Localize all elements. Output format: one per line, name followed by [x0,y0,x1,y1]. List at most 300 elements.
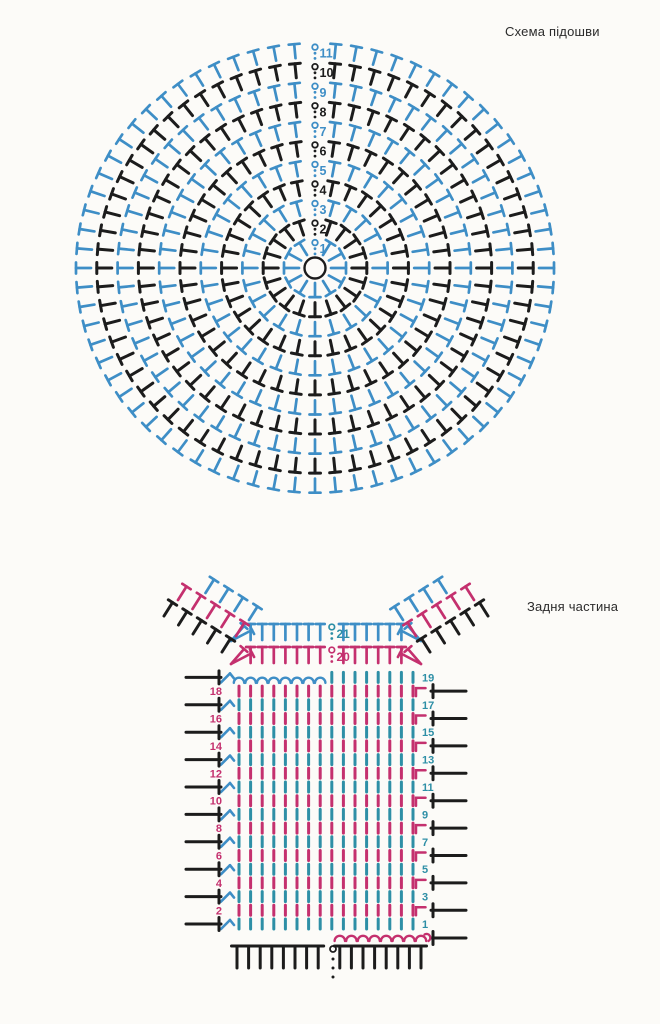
single-crochet-icon [164,409,178,423]
single-crochet-icon [392,246,408,257]
sole-chart [76,44,554,493]
row-7 [221,837,428,849]
round-number: 8 [319,105,327,120]
single-crochet-icon [414,263,429,274]
single-crochet-icon [441,160,456,173]
single-crochet-icon [401,373,414,388]
single-crochet-icon [422,407,435,422]
half-double-crochet-icon [304,647,313,663]
single-crochet-icon [349,356,359,371]
single-crochet-icon [468,318,484,329]
row-5 [221,864,428,876]
single-crochet-icon [272,145,283,160]
single-crochet-icon [139,244,155,255]
single-crochet-icon [291,320,302,335]
wing-stitch-icon [432,602,445,618]
single-crochet-icon [538,243,553,254]
single-crochet-icon [437,190,453,202]
single-crochet-icon [345,336,356,351]
single-crochet-icon [326,301,336,316]
single-crochet-icon [387,296,403,307]
single-crochet-icon [345,288,360,301]
single-crochet-icon [291,201,302,216]
row-20 [231,646,421,664]
single-crochet-icon [539,263,554,274]
chain-arc-icon [393,936,403,941]
single-crochet-icon [424,210,440,221]
single-crochet-icon [444,81,457,96]
round-number: 11 [319,46,333,61]
wing-stitch-icon [447,593,460,609]
turning-chain-icon [416,743,426,751]
single-crochet-icon [371,431,381,446]
single-crochet-icon [179,395,193,409]
chain-arc-icon [335,936,345,941]
single-crochet-icon [260,306,274,320]
row-number-left: 14 [209,740,222,753]
single-crochet-icon [370,320,384,334]
single-crochet-icon [96,357,112,368]
half-double-crochet-icon [362,647,371,663]
single-crochet-icon [476,281,492,292]
single-crochet-icon [142,105,156,119]
row-number-right: 9 [422,809,429,822]
single-crochet-icon [385,116,396,131]
single-crochet-icon [330,458,341,473]
wing-stitch-icon [222,611,235,627]
single-crochet-icon [127,155,143,167]
row-number-left: 16 [209,713,222,726]
single-crochet-icon [531,205,547,216]
chain-arc-icon [280,678,290,683]
single-crochet-icon [368,411,378,426]
single-crochet-icon [269,396,280,411]
single-crochet-icon [473,300,489,311]
chain-loop-icon [312,123,318,129]
row-21 [231,623,421,641]
single-crochet-icon [416,329,431,341]
half-double-crochet-icon [316,624,325,640]
turning-chain-icon [416,880,426,888]
chain-arc-icon [315,678,325,683]
row-number-left: 4 [215,877,222,890]
chain-loop-icon [312,83,318,89]
single-crochet-icon [164,113,178,127]
single-crochet-icon [451,140,466,154]
single-crochet-icon [391,195,406,208]
chain-dot-icon [314,77,317,80]
single-crochet-icon [424,315,440,326]
single-crochet-icon [380,158,393,173]
single-crochet-icon [348,376,359,391]
single-crochet-icon [117,172,133,183]
single-crochet-icon [365,150,376,165]
wing-stitch-icon [432,627,445,643]
single-crochet-icon [310,381,321,395]
row-number-left: 8 [215,823,222,836]
row-12 [210,768,426,780]
single-crochet-icon [499,135,514,148]
single-crochet-icon [231,75,242,90]
wing-stitch-icon [178,584,191,600]
single-crochet-icon [290,360,301,375]
half-double-crochet-icon [374,647,383,663]
single-crochet-icon [496,282,512,293]
single-crochet-icon [129,403,144,416]
single-crochet-icon [245,320,259,334]
single-crochet-icon [370,202,384,216]
single-crochet-icon [290,142,301,157]
single-crochet-icon [329,201,340,216]
chain-dot-icon [330,655,333,658]
wing-stitch-icon [475,600,488,616]
single-crochet-icon [274,336,285,351]
single-crochet-icon [416,387,430,402]
single-crochet-icon [330,478,341,493]
single-crochet-icon [163,225,179,236]
single-crochet-icon [389,425,400,440]
single-crochet-icon [249,431,259,446]
single-crochet-icon [250,390,261,405]
single-crochet-icon [385,405,396,420]
single-crochet-icon [284,263,299,274]
single-crochet-icon [429,375,443,389]
single-crochet-icon [329,142,340,157]
round-number: 5 [319,164,327,178]
wing-stitch-icon [434,577,447,593]
round-number: 4 [319,183,327,198]
single-crochet-icon [141,170,157,182]
chain-dot-icon [314,111,317,114]
single-crochet-icon [477,140,492,153]
half-double-crochet-icon [269,624,278,640]
single-crochet-icon [289,399,300,414]
single-crochet-icon [517,281,532,292]
single-crochet-icon [427,349,442,362]
single-crochet-icon [77,282,92,293]
half-double-crochet-icon [385,624,394,640]
row-8 [216,823,426,835]
single-crochet-icon [387,229,403,240]
turning-chain-icon [416,907,426,915]
single-crochet-icon [310,342,321,356]
single-crochet-icon [461,191,477,202]
chain-arc-icon [292,678,302,683]
single-crochet-icon [413,244,429,255]
single-crochet-icon [437,334,453,346]
single-crochet-icon [195,115,208,130]
single-crochet-icon [160,282,176,293]
single-crochet-icon [269,85,280,100]
row-4 [216,878,426,890]
single-crochet-icon [351,475,362,490]
chain-dot-icon [314,91,317,94]
chain-dot-icon [330,632,333,635]
single-crochet-icon [126,320,142,331]
chain-loop-icon [312,44,318,50]
single-crochet-icon [505,189,521,199]
single-crochet-icon [165,383,180,397]
wing-stitch-icon [405,595,418,611]
single-crochet-icon [264,248,280,259]
single-crochet-icon [224,328,239,341]
chain-dot-icon [330,660,333,663]
round-number: 10 [319,66,334,81]
single-crochet-icon [77,243,92,254]
single-crochet-icon [264,278,280,289]
single-crochet-icon [76,263,91,274]
single-crochet-icon [451,301,467,312]
single-crochet-icon [510,207,526,218]
row-number-right: 11 [422,782,434,794]
wing-stitch-icon [461,609,474,625]
single-crochet-icon [337,225,350,240]
chain-loop-icon [312,162,318,168]
single-crochet-icon [89,186,105,196]
single-crochet-icon [179,126,193,140]
single-crochet-icon [310,420,321,434]
single-crochet-icon [184,299,200,310]
single-crochet-icon [174,441,187,456]
row-number-left: 2 [215,905,222,918]
single-crochet-icon [291,340,302,355]
single-crochet-icon [174,363,189,376]
single-crochet-icon [330,122,341,137]
chain-arc-icon [416,936,426,941]
single-crochet-icon [242,263,257,274]
chain-loop-icon [312,240,318,246]
single-crochet-icon [310,459,321,473]
single-crochet-icon [280,296,293,311]
single-crochet-icon [139,281,155,292]
single-crochet-icon [191,71,203,86]
single-crochet-icon [289,458,300,473]
single-crochet-icon [89,340,105,350]
single-crochet-icon [213,82,225,97]
single-crochet-icon [202,281,218,292]
chain-dot-icon [314,233,317,236]
single-crochet-icon [350,278,366,289]
single-crochet-icon [289,439,300,454]
single-crochet-icon [234,405,245,420]
single-crochet-icon [330,83,341,98]
single-crochet-icon [326,220,336,235]
single-crochet-icon [391,328,406,341]
chain-loop-icon [329,647,335,653]
single-crochet-icon [152,154,167,167]
row-number-left: 12 [209,768,222,781]
single-crochet-icon [165,140,180,154]
half-double-crochet-icon [281,624,290,640]
row-9 [221,809,428,821]
single-crochet-icon [371,90,381,105]
single-crochet-icon [493,224,509,235]
single-crochet-icon [499,389,514,402]
chain-dot-icon [314,155,317,158]
turning-chain-icon [416,853,426,861]
single-crochet-icon [380,215,395,228]
half-double-crochet-icon [351,647,360,663]
single-crochet-icon [244,245,260,256]
back-chart [164,577,488,979]
single-crochet-icon [250,131,261,146]
chain-dot-icon [314,228,317,231]
wing-stitch-icon [222,636,235,652]
single-crochet-icon [254,371,265,386]
single-crochet-icon [127,369,143,381]
chain-arc-icon [381,936,391,941]
chain-arc-icon [234,678,244,683]
chain-dot-icon [314,135,317,138]
single-crochet-icon [438,420,451,435]
single-crochet-icon [452,349,468,361]
single-crochet-icon [427,450,439,465]
single-crochet-icon [147,208,163,219]
chain-dot-icon [314,150,317,153]
single-crochet-icon [434,281,450,292]
single-crochet-icon [473,354,489,366]
single-crochet-icon [465,126,480,140]
single-crochet-icon [270,456,281,471]
single-crochet-icon [406,439,418,454]
single-crochet-icon [232,138,244,153]
single-crochet-icon [388,446,399,461]
single-crochet-icon [385,138,397,153]
single-crochet-icon [463,154,478,167]
single-crochet-icon [351,85,362,100]
chain-loop-icon [312,201,318,207]
half-double-crochet-icon [258,647,267,663]
single-crochet-icon [427,71,439,86]
single-crochet-icon [181,281,197,292]
sole-chart-title: Схема підошви [505,24,600,39]
single-crochet-icon [250,69,261,84]
single-crochet-icon [477,263,492,274]
chain-dot-icon [314,57,317,60]
chain-loop-icon [312,220,318,226]
single-crochet-icon [201,160,215,174]
single-crochet-icon [214,210,230,222]
half-double-crochet-icon [316,647,325,663]
single-crochet-icon [142,300,158,311]
single-crochet-icon [329,276,345,288]
turning-chain-icon [416,716,426,724]
row-number-right: 3 [422,891,429,904]
single-crochet-icon [250,452,261,467]
single-crochet-icon [224,195,239,208]
single-crochet-icon [369,131,380,146]
single-crochet-icon [473,226,489,237]
single-crochet-icon [415,362,429,376]
turning-chain-icon [416,688,426,696]
turning-chain-icon [416,770,426,778]
single-crochet-icon [163,349,179,361]
single-crochet-icon [487,403,502,416]
chain-arc-icon [269,678,279,683]
wing-stitch-icon [193,618,206,634]
single-crochet-icon [463,369,478,382]
single-crochet-icon [461,334,477,345]
row-3 [221,892,428,904]
single-crochet-icon [373,263,388,274]
single-crochet-icon [295,281,307,296]
single-crochet-icon [310,283,321,297]
row-number-right: 15 [422,727,435,740]
single-crochet-icon [174,81,187,96]
chain-dot-icon [332,976,335,979]
single-crochet-icon [329,249,345,261]
single-crochet-icon [238,158,251,173]
single-crochet-icon [142,226,158,237]
single-crochet-icon [295,240,307,255]
single-crochet-icon [268,46,279,61]
single-crochet-icon [245,202,259,216]
half-double-crochet-icon [269,647,278,663]
single-crochet-icon [509,151,525,163]
single-crochet-icon [272,376,283,391]
chain-dot-icon [314,189,317,192]
single-crochet-icon [509,373,525,385]
single-crochet-icon [121,224,137,235]
single-crochet-icon [196,430,209,445]
single-crochet-icon [352,263,367,274]
single-crochet-icon [437,395,451,409]
single-crochet-icon [351,436,362,451]
row-2 [216,905,426,917]
turning-chain-icon [416,798,426,806]
single-crochet-icon [410,62,421,77]
single-crochet-icon [177,190,193,202]
single-crochet-icon [372,50,383,65]
single-crochet-icon [289,122,300,137]
wing-stitch-icon [390,604,403,620]
single-crochet-icon [482,338,498,349]
single-crochet-icon [406,181,421,195]
single-crochet-icon [531,321,547,332]
half-double-crochet-icon [293,624,302,640]
single-crochet-icon [365,371,376,386]
single-crochet-icon [385,383,397,398]
single-crochet-icon [422,91,435,106]
wing-stitch-icon [417,636,430,652]
single-crochet-icon [517,244,532,255]
single-crochet-icon [222,246,238,257]
single-crochet-icon [201,387,215,402]
single-crochet-icon [271,165,281,180]
single-crochet-icon [232,383,244,398]
single-crochet-icon [253,172,265,187]
single-crochet-icon [392,55,402,70]
single-crochet-icon [133,338,149,349]
chain-dot-icon [314,71,317,74]
single-crochet-icon [206,226,222,236]
half-double-crochet-icon [385,647,394,663]
single-crochet-icon [330,439,341,454]
single-crochet-icon [238,363,251,378]
single-crochet-icon [451,383,466,397]
single-crochet-icon [438,101,451,116]
single-crochet-icon [274,185,285,200]
single-crochet-icon [234,309,249,322]
single-crochet-icon [248,50,259,65]
single-crochet-icon [452,113,466,127]
single-crochet-icon [310,479,321,493]
single-crochet-icon [430,299,446,310]
single-crochet-icon [223,168,237,182]
single-crochet-icon [163,301,179,312]
single-crochet-icon [186,375,200,389]
single-crochet-icon [184,227,200,238]
